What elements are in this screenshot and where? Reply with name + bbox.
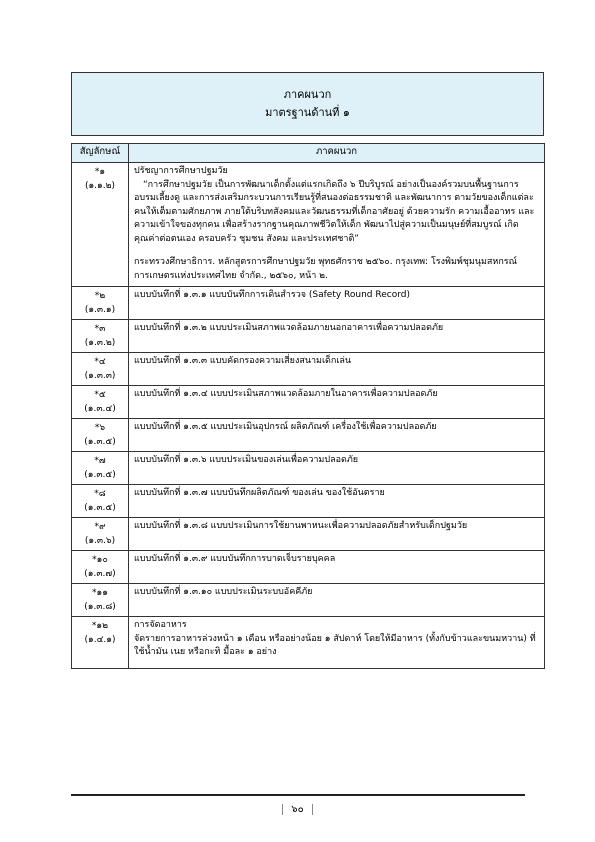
row-symbol: *๑ bbox=[94, 167, 106, 177]
table-row bbox=[72, 386, 545, 419]
row-text: แบบบันทึกที่ ๑.๓.๔ แบบประเมินสภาพแวดล้อมภายในอาคารเพื่อความปลอดภัย bbox=[129, 386, 545, 419]
row-symbol: *๘ bbox=[94, 489, 106, 499]
row-symbol: *๕ bbox=[94, 390, 106, 400]
row-symbol: *๗ bbox=[94, 456, 106, 466]
row-ref: (๑.๓.๔) bbox=[84, 404, 116, 414]
table-row bbox=[72, 353, 545, 386]
table-row bbox=[72, 452, 545, 485]
column-header-symbol: สัญลักษณ์ bbox=[72, 144, 129, 163]
row-text: แบบบันทึกที่ ๑.๓.๙ แบบบันทึกการบาดเจ็บรายบุคคล bbox=[129, 551, 545, 584]
symbol-cell bbox=[72, 617, 129, 669]
table-row bbox=[72, 419, 545, 452]
row-symbol: *๑๒ bbox=[91, 621, 109, 631]
row-symbol: *๖ bbox=[94, 423, 106, 433]
row-ref: (๑.๓.๕) bbox=[84, 470, 116, 480]
table-row bbox=[72, 518, 545, 551]
appendix-table bbox=[71, 143, 545, 669]
row-ref: (๑.๓.๑) bbox=[84, 305, 116, 315]
page-number-value: ๖๐ bbox=[282, 804, 312, 815]
page-number bbox=[0, 802, 595, 817]
row-text: แบบบันทึกที่ ๑.๓.๘ แบบประเมินการใช้ยานพาหนะเพื่อความปลอดภัยสำหรับเด็กปฐมวัย bbox=[129, 518, 545, 551]
table-row bbox=[72, 584, 545, 617]
row-text: แบบบันทึกที่ ๑.๓.๕ แบบประเมินอุปกรณ์ ผลิตภัณฑ์ เครื่องใช้เพื่อความปลอดภัย bbox=[129, 419, 545, 452]
table-row bbox=[72, 617, 545, 669]
row-text: จัดรายการอาหารล่วงหน้า ๑ เดือน หรืออย่างน้อย ๑ สัปดาห์ โดยให้มีอาหาร (ทั้งกับข้าวและขนมหวาน) ที่ใช้น้ำมัน เนย หรือกะทิ มื้อละ ๑ อย่าง bbox=[134, 633, 536, 657]
column-header-content: ภาคผนวก bbox=[129, 144, 545, 163]
row-symbol: *๑๐ bbox=[92, 555, 108, 565]
symbol-cell bbox=[72, 518, 129, 551]
row-text: แบบบันทึกที่ ๑.๓.๓ แบบคัดกรองความเสี่ยงสนามเด็กเล่น bbox=[129, 353, 545, 386]
row-text: แบบบันทึกที่ ๑.๓.๒ แบบประเมินสภาพแวดล้อมภายนอกอาคารเพื่อความปลอดภัย bbox=[129, 320, 545, 353]
symbol-cell bbox=[72, 320, 129, 353]
row-symbol: *๓ bbox=[94, 324, 106, 334]
symbol-cell bbox=[72, 419, 129, 452]
table-row bbox=[72, 287, 545, 320]
row-ref: (๑.๓.๗) bbox=[84, 569, 116, 579]
symbol-cell bbox=[72, 287, 129, 320]
symbol-cell bbox=[72, 386, 129, 419]
row-text: แบบบันทึกที่ ๑.๓.๖ แบบประเมินของเล่นเพื่อความปลอดภัย bbox=[129, 452, 545, 485]
symbol-cell bbox=[72, 485, 129, 518]
row-ref: (๑.๑.๒) bbox=[84, 181, 116, 191]
symbol-cell bbox=[72, 353, 129, 386]
symbol-cell bbox=[72, 551, 129, 584]
symbol-cell bbox=[72, 163, 129, 287]
row-text: แบบบันทึกที่ ๑.๓.๑๐ แบบประเมินระบบอัคคีภัย bbox=[129, 584, 545, 617]
row-heading: ปรัชญาการศึกษาปฐมวัย bbox=[134, 166, 228, 176]
row-citation: กระทรวงศึกษาธิการ. หลักสูตรการศึกษาปฐมวัย พุทธศักราช ๒๕๖๐. กรุงเทพ: โรงพิมพ์ชุมนุมสหกรณ์ การเกษตรแห่งประเทศไทย จำกัด., ๒๕๖๐, หน้า ๒. bbox=[134, 257, 517, 281]
content-cell bbox=[129, 163, 545, 287]
row-symbol: *๔ bbox=[94, 357, 106, 367]
row-symbol: *๑๑ bbox=[92, 588, 108, 598]
symbol-cell bbox=[72, 584, 129, 617]
row-quote: “การศึกษาปฐมวัย เป็นการพัฒนาเด็กตั้งแต่แรกเกิดถึง ๖ ปีบริบูรณ์ อย่างเป็นองค์รวมบนพื้นฐานการอบรมเลี้ยงดู และการส่งเสริมกระบวนการเรียนรู้ที่สนองต่อธรรมชาติ และพัฒนาการ ตามวัยของเด็กแต่ละคนให้เต็มตามศักยภาพ ภายใต้บริบทสังคมและวัฒนธรรมที่เด็กอาศัยอยู่ ด้วยความรัก ความเอื้ออาทร และความเข้าใจของทุกคน เพื่อสร้างรากฐานคุณภาพชีวิตให้เด็ก พัฒนาไปสู่ความเป็นมนุษย์ที่สมบูรณ์ เกิดคุณค่าต่อตนเอง ครอบครัว ชุมชน สังคม และประเทศชาติ” bbox=[134, 179, 535, 244]
row-text: แบบบันทึกที่ ๑.๓.๗ แบบบันทึกผลิตภัณฑ์ ของเล่น ของใช้อันตราย bbox=[129, 485, 545, 518]
row-text: แบบบันทึกที่ ๑.๓.๑ แบบบันทึกการเดินสำรวจ (Safety Round Record) bbox=[129, 287, 545, 320]
symbol-cell bbox=[72, 452, 129, 485]
footer-rule bbox=[71, 794, 525, 796]
row-ref: (๑.๓.๘) bbox=[84, 602, 116, 612]
row-symbol: *๙ bbox=[94, 522, 106, 532]
page-subtitle: มาตรฐานด้านที่ ๑ bbox=[265, 106, 350, 119]
table-row bbox=[72, 320, 545, 353]
row-ref: (๑.๓.๓) bbox=[84, 371, 116, 381]
row-ref: (๑.๓.๕) bbox=[84, 503, 116, 513]
table-row bbox=[72, 485, 545, 518]
row-ref: (๑.๓.๒) bbox=[84, 338, 116, 348]
row-ref: (๑.๓.๕) bbox=[84, 437, 116, 447]
row-heading: การจัดอาหาร bbox=[134, 620, 187, 630]
appendix-title-box bbox=[71, 72, 544, 136]
content-cell bbox=[129, 617, 545, 669]
page-title: ภาคผนวก bbox=[283, 88, 332, 101]
table-row bbox=[72, 163, 545, 287]
table-header-row bbox=[72, 144, 545, 163]
row-symbol: *๒ bbox=[94, 291, 106, 301]
table-row bbox=[72, 551, 545, 584]
row-ref: (๑.๓.๖) bbox=[84, 536, 116, 546]
row-ref: (๑.๔.๑) bbox=[84, 635, 116, 645]
